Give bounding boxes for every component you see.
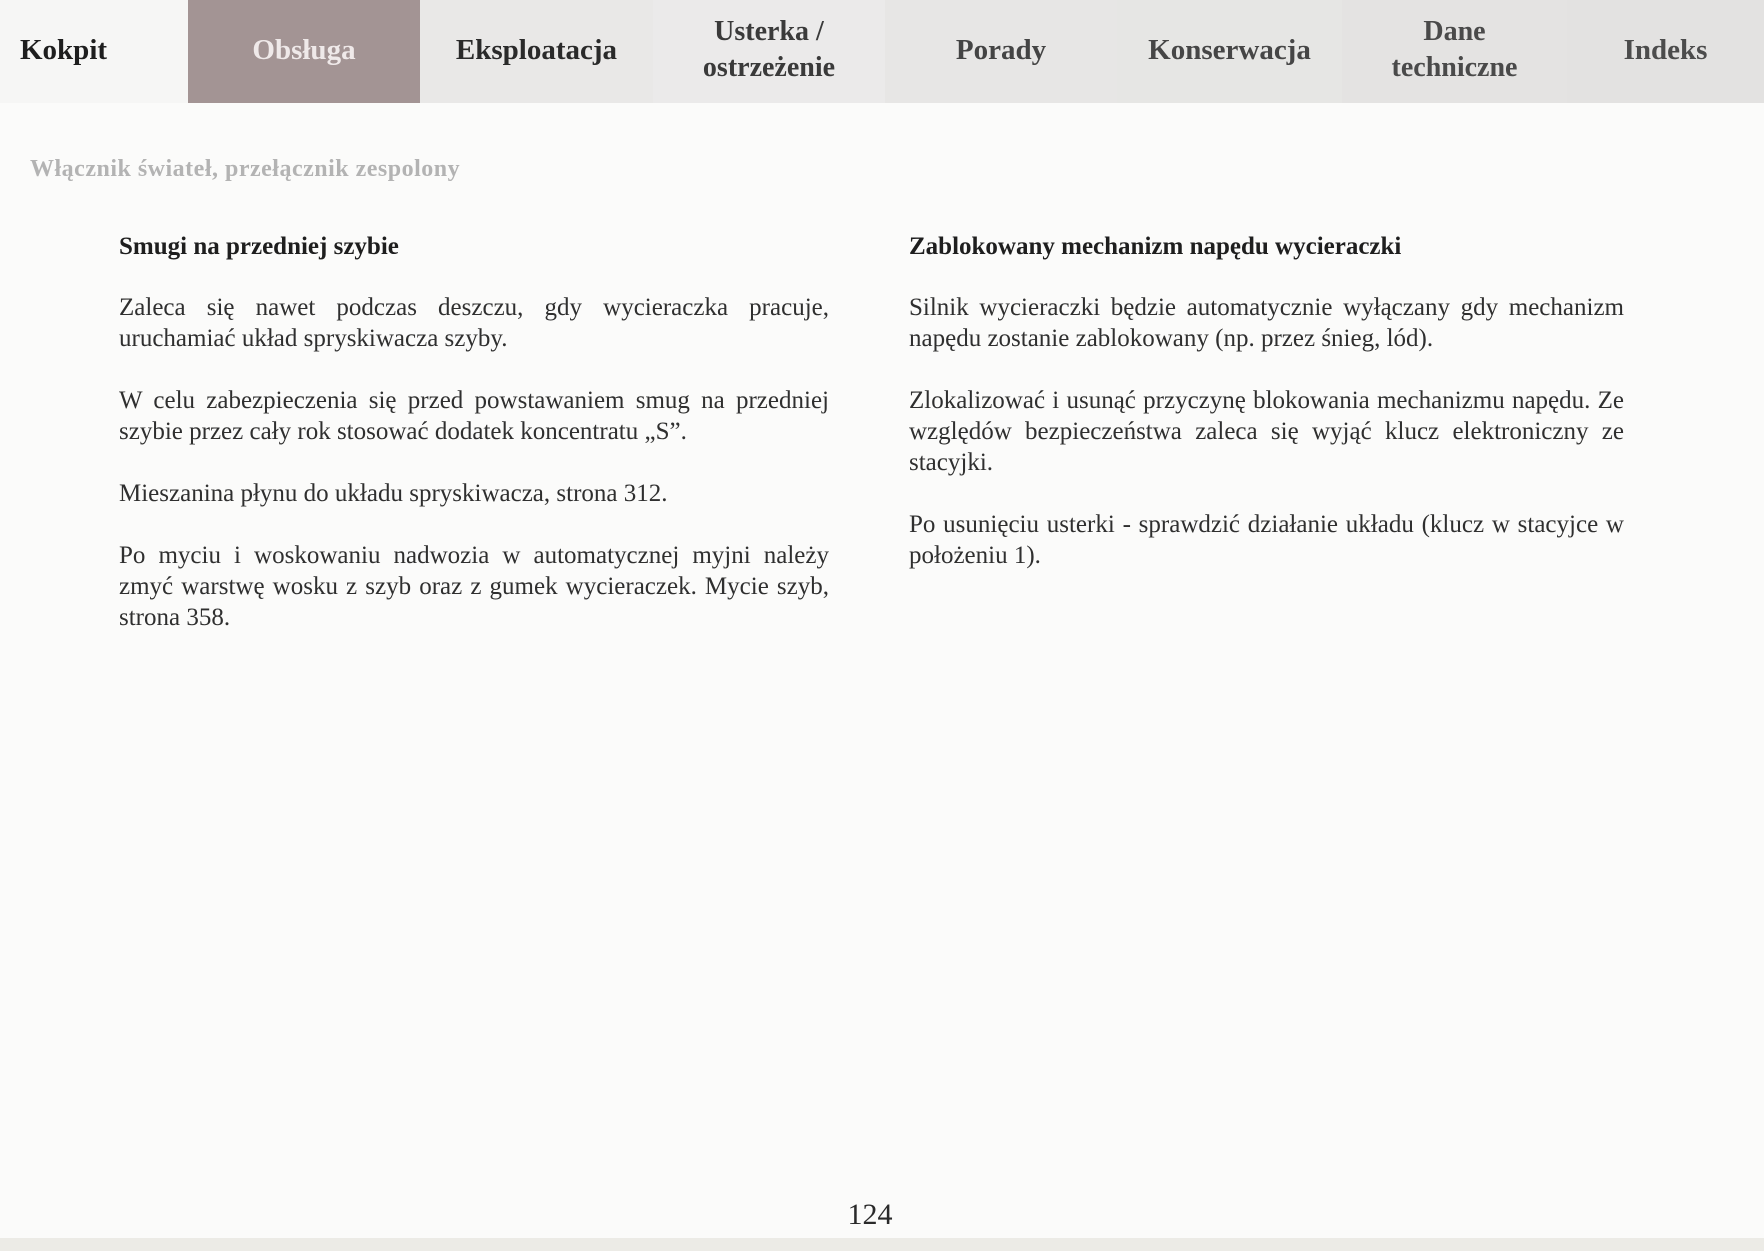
right-paragraph-3: Po usunięciu usterki - sprawdzić działanie układu (klucz w stacyjce w położeniu 1). [909, 511, 1624, 569]
tab-kokpit-label: Kokpit [20, 33, 108, 66]
right-heading: Zablokowany mechanizm napędu wycieraczki [909, 233, 1402, 260]
right-paragraph-2: Zlokalizować i usunąć przyczynę blokowania mechanizmu napędu. Ze względów bezpieczeństwa zaleca się wyjąć klucz elektroniczny ze stacyjki. [909, 387, 1624, 476]
tab-konserwacja-label: Konserwacja [1148, 33, 1311, 66]
tab-usterka-label: Usterka / ostrzeżenie [702, 15, 836, 83]
page-number: 124 [847, 1198, 893, 1231]
tab-obsluga[interactable] [188, 0, 420, 103]
chapter-tab-bar [0, 0, 1764, 103]
tab-usterka-ostrzezenie[interactable] [653, 0, 885, 103]
right-paragraph-1: Silnik wycieraczki będzie automatycznie wyłączany gdy mechanizm napędu zostanie zablokowany (np. przez śnieg, lód). [909, 294, 1624, 352]
tab-dane-techniczne[interactable] [1342, 0, 1567, 103]
tab-porady[interactable] [885, 0, 1117, 103]
left-paragraph-3: Mieszanina płynu do układu spryskiwacza, strona 312. [119, 480, 668, 507]
tab-eksploatacja[interactable] [420, 0, 653, 103]
left-paragraph-4: Po myciu i woskowaniu nadwozia w automatycznej myjni należy zmyć warstwę wosku z szyb oraz z gumek wycieraczek. Mycie szyb, strona 358. [119, 542, 829, 631]
left-heading: Smugi na przedniej szybie [119, 233, 399, 260]
tab-indeks[interactable] [1567, 0, 1764, 103]
tab-dane-label: Dane techniczne [1391, 15, 1518, 83]
tab-obsluga-label: Obsługa [252, 33, 356, 66]
tab-indeks-label: Indeks [1623, 33, 1708, 66]
left-paragraph-1: Zaleca się nawet podczas deszczu, gdy wycieraczka pracuje, uruchamiać układ spryskiwacza szyby. [119, 294, 829, 352]
right-column [909, 232, 1624, 602]
left-column [119, 232, 829, 664]
tab-porady-label: Porady [955, 33, 1047, 66]
section-title: Włącznik świateł, przełącznik zespolony [30, 156, 461, 182]
tab-eksploatacja-label: Eksploatacja [455, 33, 618, 66]
left-paragraph-2: W celu zabezpieczenia się przed powstawaniem smug na przedniej szybie przez cały rok stosować dodatek koncentratu „S”. [119, 387, 829, 445]
tab-konserwacja[interactable] [1117, 0, 1342, 103]
page-bottom-edge [0, 1238, 1764, 1251]
tab-kokpit[interactable] [0, 0, 188, 103]
